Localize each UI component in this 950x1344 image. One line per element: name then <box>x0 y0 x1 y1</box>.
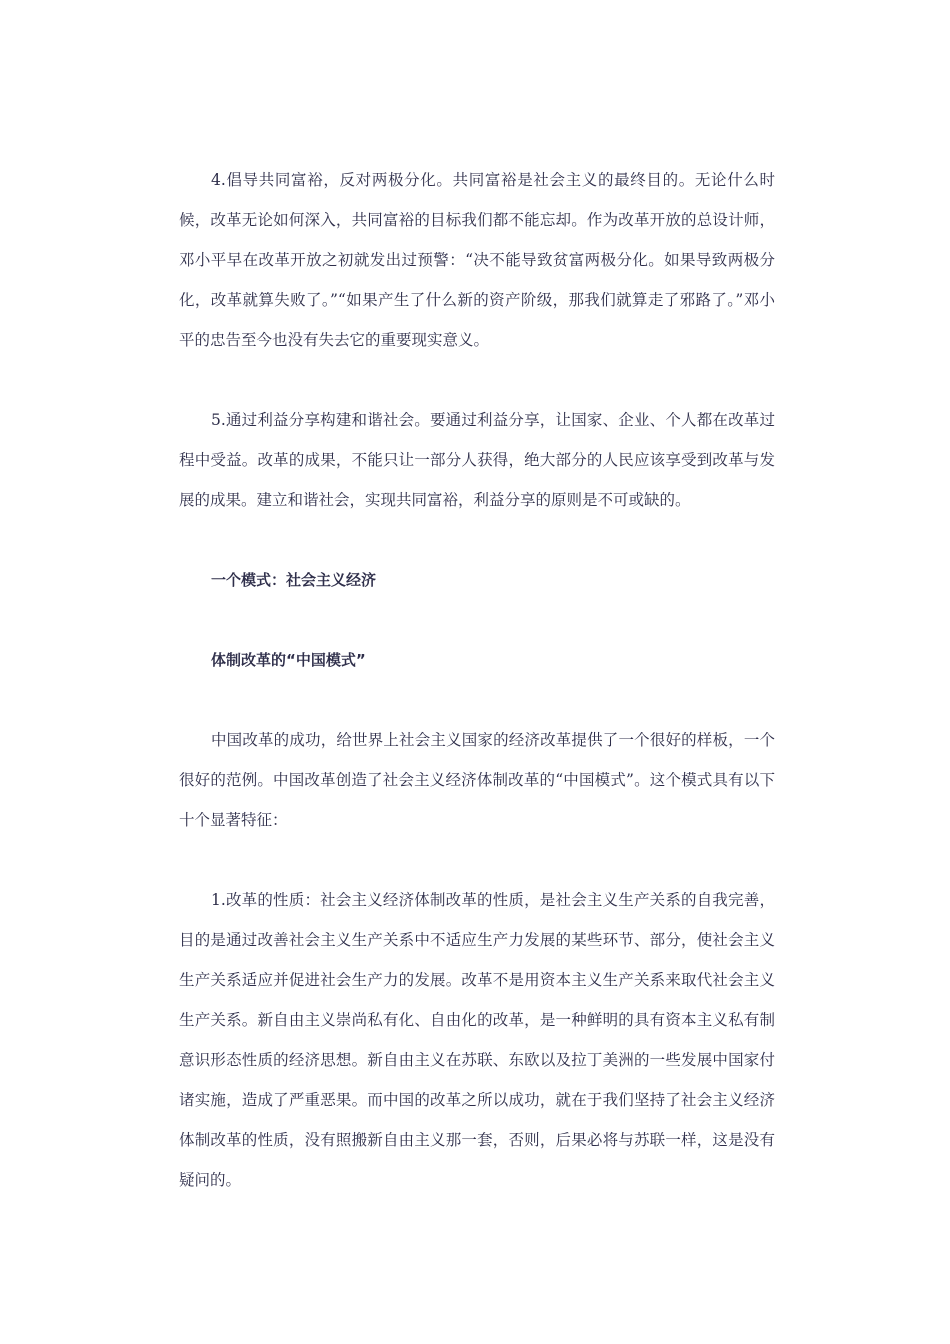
paragraph-point-1: 1.改革的性质：社会主义经济体制改革的性质，是社会主义生产关系的自我完善，目的是通过改善社会主义生产关系中不适应生产力发展的某些环节、部分，使社会主义生产关系适应并促进社会生产力的发展。改革不是用资本主义生产关系来取代社会主义生产关系。新自由主义崇尚私有化、自由化的改革，是一种鲜明的具有资本主义私有制意识形态性质的经济思想。新自由主义在苏联、东欧以及拉丁美洲的一些发展中国家付诸实施，造成了严重恶果。而中国的改革之所以成功，就在于我们坚持了社会主义经济体制改革的性质，没有照搬新自由主义那一套，否则，后果必将与苏联一样，这是没有疑问的。 <box>179 891 775 1189</box>
paragraph-gap <box>179 360 775 400</box>
paragraph-gap <box>179 680 775 720</box>
paragraph-gap <box>179 840 775 880</box>
document-body <box>179 160 775 1200</box>
section-subheading: 体制改革的“中国模式” <box>211 651 366 669</box>
paragraph-gap <box>179 520 775 560</box>
paragraph-intro: 中国改革的成功，给世界上社会主义国家的经济改革提供了一个很好的样板，一个很好的范例。中国改革创造了社会主义经济体制改革的“中国模式”。这个模式具有以下十个显著特征： <box>179 731 775 829</box>
paragraph-gap <box>179 600 775 640</box>
section-heading: 一个模式：社会主义经济 <box>211 571 377 589</box>
paragraph-point-5: 5.通过利益分享构建和谐社会。要通过利益分享，让国家、企业、个人都在改革过程中受益。改革的成果，不能只让一部分人获得，绝大部分的人民应该享受到改革与发展的成果。建立和谐社会，实现共同富裕，利益分享的原则是不可或缺的。 <box>179 411 775 509</box>
paragraph-point-4: 4.倡导共同富裕，反对两极分化。共同富裕是社会主义的最终目的。无论什么时候，改革无论如何深入，共同富裕的目标我们都不能忘却。作为改革开放的总设计师，邓小平早在改革开放之初就发出过预警：“决不能导致贫富两极分化。如果导致两极分化，改革就算失败了。”“如果产生了什么新的资产阶级，那我们就算走了邪路了。”邓小平的忠告至今也没有失去它的重要现实意义。 <box>179 171 775 349</box>
